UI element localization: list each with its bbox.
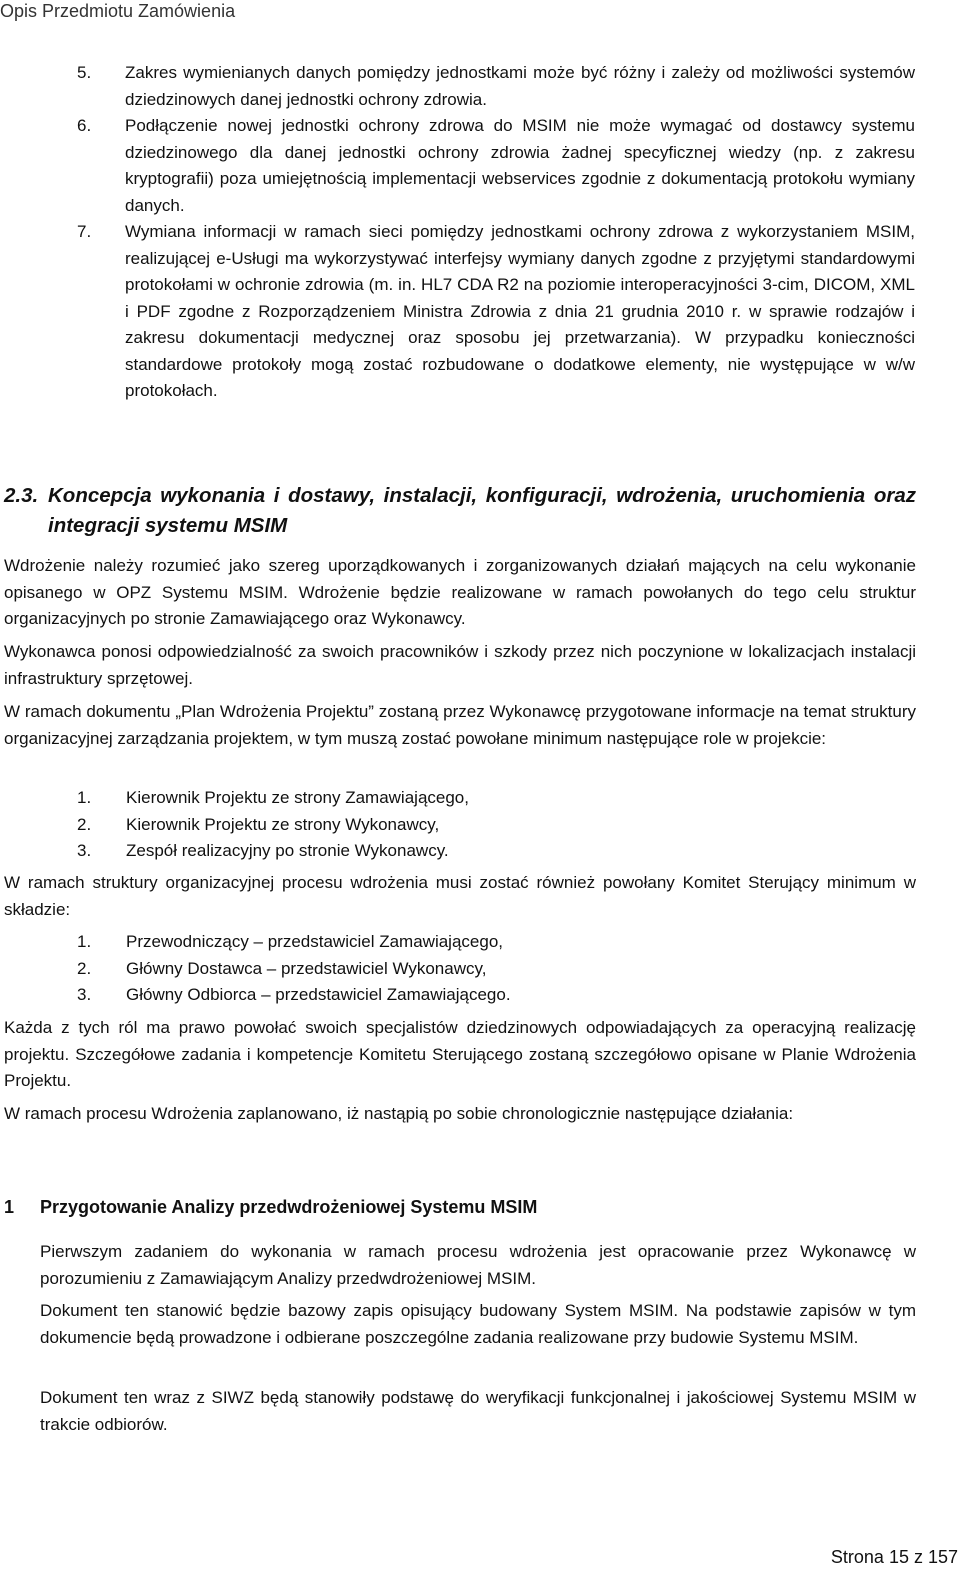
list-item-number: 3. xyxy=(77,841,92,860)
paragraph-implementation-definition: Wdrożenie należy rozumieć jako szereg uporządkowanych i zorganizowanych działań mających na celu wykonanie opisanego w OPZ Systemu MSIM. Wdrożenie będzie realizowane w ramach powołanych do tego celu struktur organizacyjnych po stronie Zamawiającego oraz Wykonawcy. xyxy=(4,556,916,628)
list-item-number: 5. xyxy=(77,63,92,82)
list-item-text: Główny Dostawca – przedstawiciel Wykonawcy, xyxy=(126,958,487,978)
list-item-text: Kierownik Projektu ze strony Wykonawcy, xyxy=(126,814,440,834)
paragraph-verification: Dokument ten wraz z SIWZ będą stanowiły podstawę do weryfikacji funkcjonalnej i jakościowej Systemu MSIM w trakcie odbiorów. xyxy=(40,1388,916,1434)
page-header-title: Opis Przedmiotu Zamówienia xyxy=(0,1,236,21)
list-item-text: Wymiana informacji w ramach sieci pomiędzy jednostkami ochrony zdrowa z wykorzystaniem MSIM, realizującej e-Usługi ma wykorzystywać interfejsy wymiany danych zgodne z przyjętymi standardowymi protokołami w ochronie zdrowia (m. in. HL7 CDA R2 na poziomie interoperacyjności 3-cim, DICOM, XML i PDF zgodne z Rozporządzeniem Ministra Zdrowia z dnia 21 grudnia 2010 r. w sprawie rodzajów i zakresu dokumentacji medycznej oraz sposobu jej przetwarzania). W przypadku konieczności standardowe protokoły mogą zostać rozbudowane o dodatkowe elementy, nie występujące w w/w protokołach. xyxy=(125,222,915,400)
list-item xyxy=(77,838,915,865)
paragraph-activities-intro: W ramach procesu Wdrożenia zaplanowano, iż nastąpią po sobie chronologicznie następujące działania: xyxy=(4,1104,794,1123)
page-number: Strona 15 z 157 xyxy=(830,1547,958,1567)
list-item-number: 3. xyxy=(77,985,92,1004)
list-item-number: 2. xyxy=(77,958,92,978)
committee-list xyxy=(77,929,915,1009)
paragraph-base-document: Dokument ten stanowić będzie bazowy zapis opisujący budowany System MSIM. Na podstawie zapisów w tym dokumencie będą prowadzone i odbierane poszczególne zadania realizowane przy budowie Systemu MSIM. xyxy=(40,1301,916,1347)
list-item-text: Przewodniczący – przedstawiciel Zamawiającego, xyxy=(126,932,503,951)
list-item-number: 6. xyxy=(77,116,92,135)
list-item-number: 7. xyxy=(77,222,92,241)
list-item-number: 1. xyxy=(77,932,92,951)
list-item xyxy=(77,785,915,812)
subsection-heading xyxy=(4,1194,537,1220)
list-item xyxy=(77,956,915,983)
paragraph-steering-committee: W ramach struktury organizacyjnej procesu wdrożenia musi zostać również powołany Komitet Sterujący minimum w składzie: xyxy=(4,873,916,919)
list-item xyxy=(77,219,915,405)
list-item-text: Zakres wymienianych danych pomiędzy jednostkami może być różny i zależy od możliwości systemów dziedzinowych danej jednostki ochrony zdrowia. xyxy=(125,63,915,109)
list-item xyxy=(77,929,915,956)
list-item-text: Podłączenie nowej jednostki ochrony zdrowa do MSIM nie może wymagać od dostawcy systemu dziedzinowego dla danej jednostki ochrony zdrowia żadnej specyficznej wiedzy (np. z zakresu kryptografii) poza umiejętnością implementacji webservices zgodnie z dokumentacją protokołu wymiany danych. xyxy=(125,116,915,215)
paragraph-contractor-responsibility: Wykonawca ponosi odpowiedzialność za swoich pracowników i szkody przez nich poczynione w lokalizacjach instalacji infrastruktury sprzętowej. xyxy=(4,642,916,688)
subsection-title: Przygotowanie Analizy przedwdrożeniowej Systemu MSIM xyxy=(40,1197,538,1217)
paragraph-pre-implementation-analysis: Pierwszym zadaniem do wykonania w ramach procesu wdrożenia jest opracowanie przez Wykonawcę w porozumieniu z Zamawiającym Analizy przedwdrożeniowej MSIM. xyxy=(40,1242,916,1288)
roles-list xyxy=(77,785,915,865)
paragraph-project-plan-roles: W ramach dokumentu „Plan Wdrożenia Projektu” zostaną przez Wykonawcę przygotowane informacje na temat struktury organizacyjnej zarządzania projektem, w tym muszą zostać powołane minimum następujące role w projekcie: xyxy=(4,702,916,748)
numbered-list-requirements xyxy=(77,60,915,405)
section-title: Koncepcja wykonania i dostawy, instalacji, konfiguracji, wdrożenia, uruchomienia oraz integracji systemu MSIM xyxy=(48,484,916,537)
section-number: 2.3. xyxy=(4,484,39,507)
list-item xyxy=(77,113,915,219)
list-item-number: 2. xyxy=(77,814,92,834)
list-item xyxy=(77,812,915,839)
list-item xyxy=(77,60,915,113)
list-item-text: Główny Odbiorca – przedstawiciel Zamawiającego. xyxy=(126,985,511,1004)
subsection-number: 1 xyxy=(4,1197,15,1217)
list-item-text: Kierownik Projektu ze strony Zamawiającego, xyxy=(126,788,469,807)
paragraph-specialists: Każda z tych ról ma prawo powołać swoich specjalistów dziedzinowych odpowiadających za operacyjną realizację projektu. Szczegółowe zadania i kompetencje Komitetu Sterującego zostaną szczegółowo opisane w Planie Wdrożenia Projektu. xyxy=(4,1018,916,1090)
list-item xyxy=(77,982,915,1009)
section-heading xyxy=(4,481,916,541)
list-item-text: Zespół realizacyjny po stronie Wykonawcy. xyxy=(126,841,449,860)
list-item-number: 1. xyxy=(77,788,92,807)
